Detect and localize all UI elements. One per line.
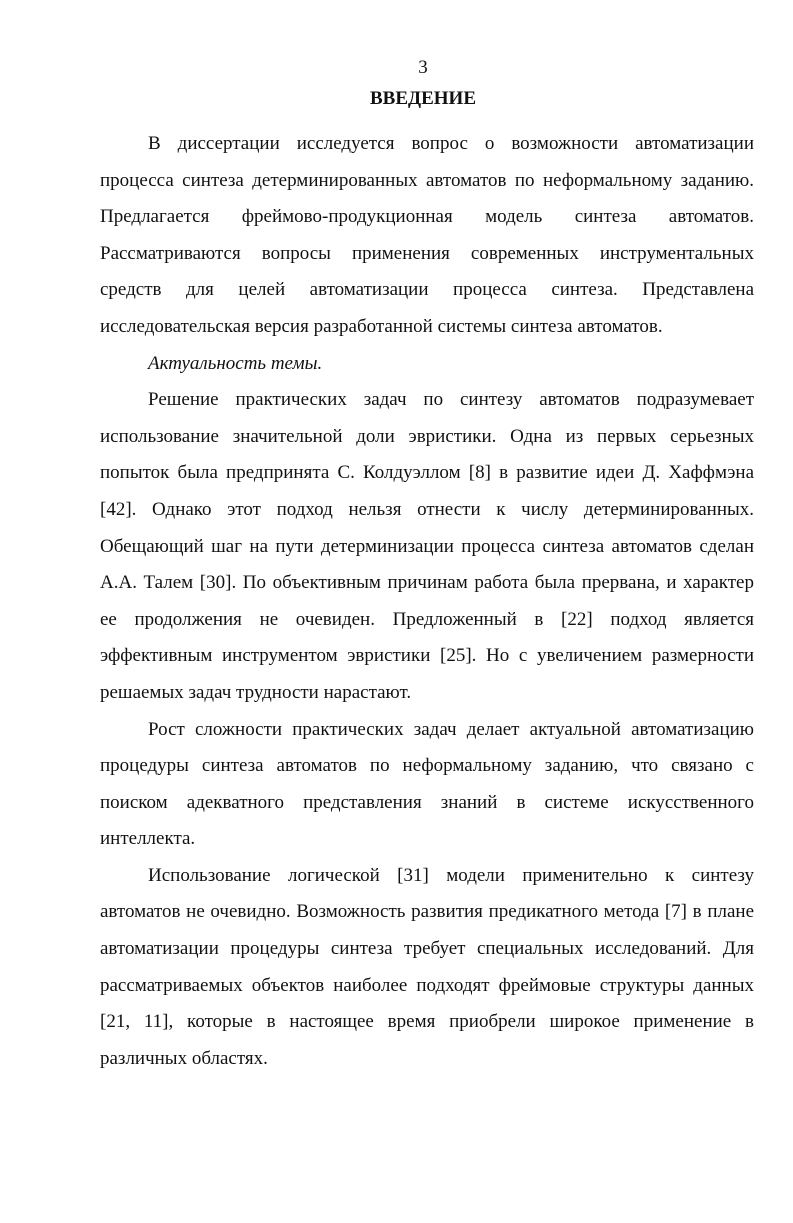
body-text bbox=[100, 126, 754, 1077]
page-number: 3 bbox=[418, 57, 428, 78]
paragraph-logic-model: Использование логической [31] модели применительно к синтезу автоматов не очевидно. Возможность развития предикатного метода [7] в плане автоматизации процедуры синтеза требует специальных исследований. Для рассматриваемых объектов наиболее подходят фреймовые структуры данных [21, 11], которые в настоящее время приобрели широкое применение в различных областях. bbox=[100, 864, 754, 1069]
paragraph-heuristics: Решение практических задач по синтезу автоматов подразумевает использование значительной доли эвристики. Одна из первых серьезных попыток была предпринята С. Колдуэллом [8] в развитие идеи Д. Хаффмэна [42]. Однако этот подход нельзя отнести к числу детерминированных. Обещающий шаг на пути детерминизации процесса синтеза автоматов сделан А.А. Талем [30]. По объективным причинам работа была прервана, и характер ее продолжения не очевиден. Предложенный в [22] подход является эффективным инструментом эвристики [25]. Но с увеличением размерности решаемых задач трудности нарастают. bbox=[100, 389, 754, 703]
section-heading: ВВЕДЕНИЕ bbox=[370, 88, 476, 109]
paragraph-complexity: Рост сложности практических задач делает актуальной автоматизацию процедуры синтеза автоматов по неформальному заданию, что связано с поиском адекватного представления знаний в системе искусственного интеллекта. bbox=[100, 718, 754, 850]
paragraph-intro: В диссертации исследуется вопрос о возможности автоматизации процесса синтеза детерминированных автоматов по неформальному заданию. Предлагается фреймово-продукционная модель синтеза автоматов. Рассматриваются вопросы применения современных инструментальных средств для целей автоматизации процесса синтеза. Представлена исследовательская версия разработанной системы синтеза автоматов. bbox=[100, 133, 754, 337]
subtitle-relevance: Актуальность темы. bbox=[148, 352, 323, 374]
